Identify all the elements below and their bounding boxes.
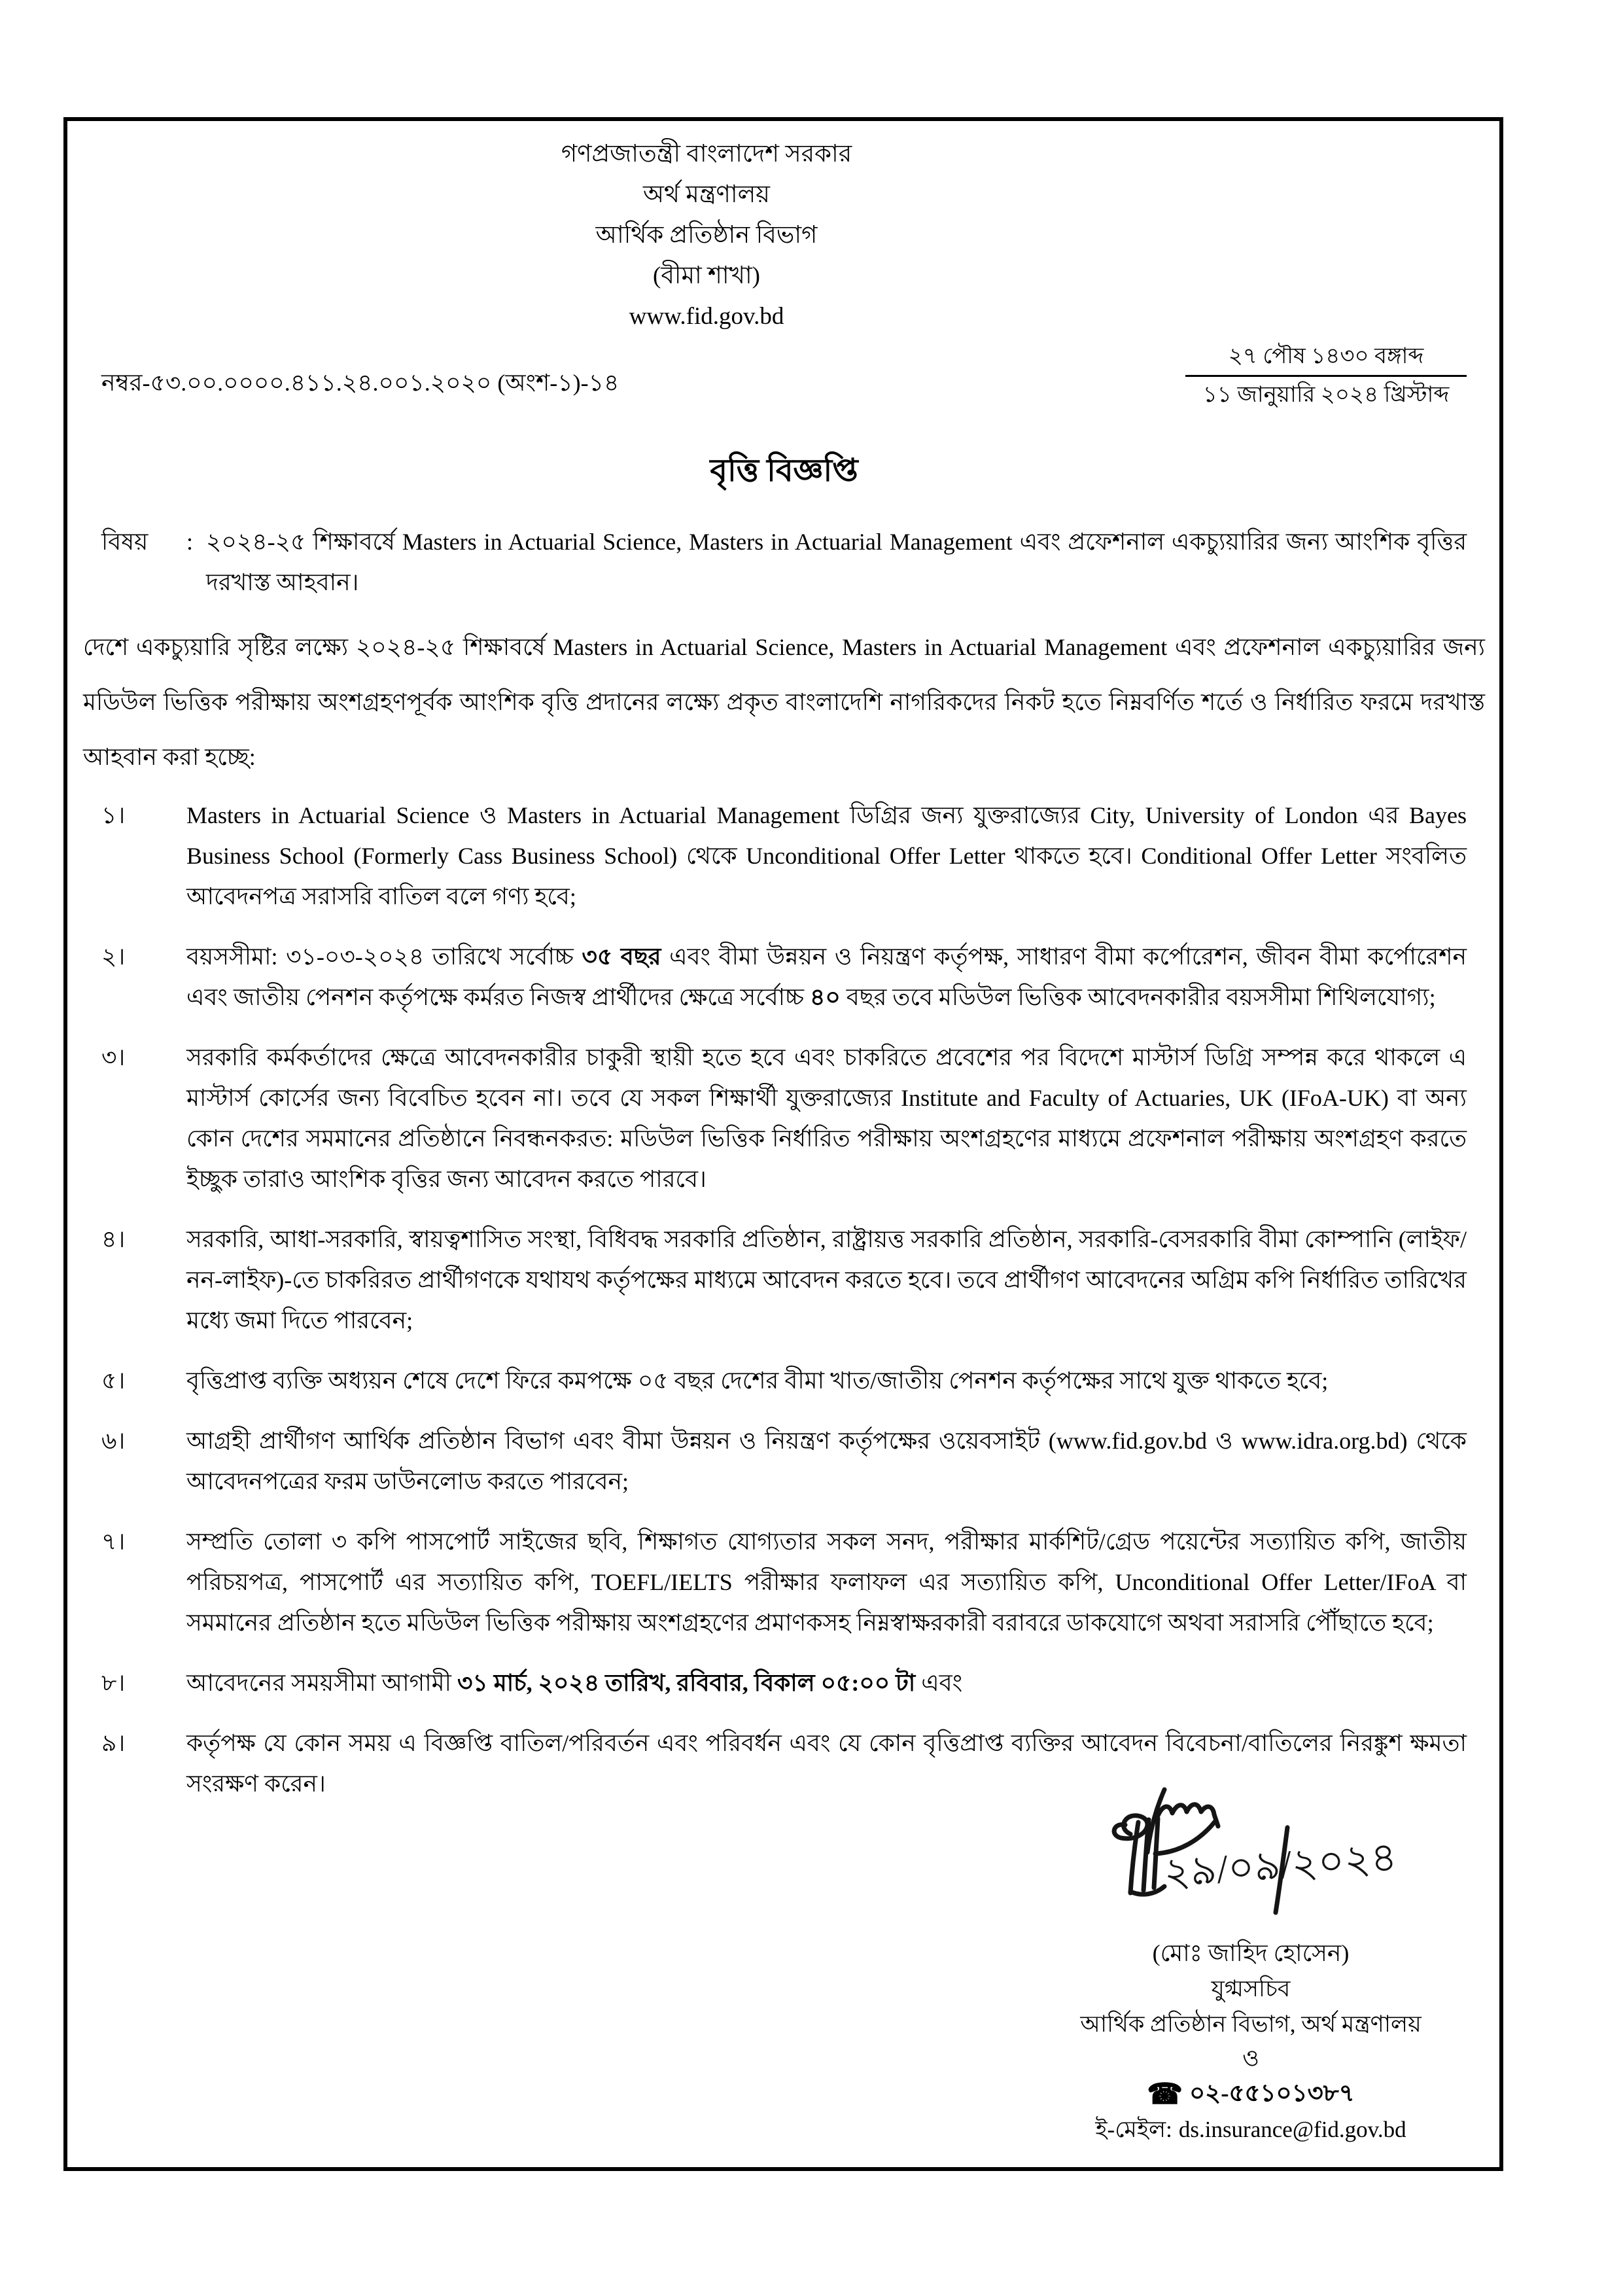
signature-name: (মোঃ জাহিদ হোসেন) (1152, 1940, 1350, 1966)
list-item (101, 1723, 1467, 1804)
item-number: ৩। (101, 1044, 126, 1070)
subject-colon: : (186, 529, 194, 555)
ministry-name: অর্থ মন্ত্রণালয় (643, 181, 770, 208)
signature-conjunction: ও (1242, 2045, 1259, 2071)
notice-border-box (63, 117, 1503, 2171)
item-number: ২। (101, 944, 126, 970)
item-number: ৫। (101, 1368, 126, 1394)
item-number: ৮। (101, 1670, 126, 1696)
memo-number: নম্বর-৫৩.০০.০০০০.৪১১.২৪.০০১.২০২০ (অংশ-১)-১৪ (101, 370, 620, 396)
list-item (101, 936, 1467, 1017)
subject-label: বিষয় (101, 529, 148, 555)
list-item (101, 795, 1467, 917)
list-item (101, 1521, 1467, 1643)
item-text: বয়সসীমা: ৩১-০৩-২০২৪ তারিখে সর্বোচ্চ ৩৫ বছর এবং বীমা উন্নয়ন ও নিয়ন্ত্রণ কর্তৃপক্ষ, সাধারণ বীমা কর্পোরেশন, জীবন বীমা কর্পোরেশন এবং জাতীয় পেনশন কর্তৃপক্ষে কর্মরত নিজস্ব প্রার্থীদের ক্ষেত্রে সর্বোচ্চ ৪০ বছর তবে মডিউল ভিত্তিক আবেদনকারীর বয়সসীমা শিথিলযোগ্য; (186, 944, 1467, 1010)
signature-handwritten-date: ২৯/০৯/২০২৪ (1162, 1835, 1399, 1896)
list-item (101, 1421, 1467, 1502)
conditions-list (101, 795, 1467, 1804)
item-text: সরকারি, আধা-সরকারি, স্বায়ত্বশাসিত সংস্থা, বিধিবদ্ধ সরকারি প্রতিষ্ঠান, রাষ্ট্রায়ত্ত সরকারি প্রতিষ্ঠান, সরকারি-বেসরকারি বীমা কোম্পানি (লাইফ/নন-লাইফ)-তে চাকরিরত প্রার্থীগণকে যথাযথ কর্তৃপক্ষের মাধ্যমে আবেদন করতে হবে। তবে প্রার্থীগণ আবেদনের অগ্রিম কপি নির্ধারিত তারিখের মধ্যে জমা দিতে পারবেন; (186, 1226, 1467, 1333)
date-block (1185, 340, 1467, 412)
item-text: আগ্রহী প্রার্থীগণ আর্থিক প্রতিষ্ঠান বিভাগ এবং বীমা উন্নয়ন ও নিয়ন্ত্রণ কর্তৃপক্ষের ওয়েবসাইট (www.fid.gov.bd ও www.idra.org.bd) থেকে আবেদনপত্রের ফরম ডাউনলোড করতে পারবেন; (186, 1428, 1467, 1494)
reference-row (101, 340, 1467, 412)
item-number: ৯। (101, 1730, 126, 1756)
list-item (101, 1360, 1467, 1401)
email-label: ই-মেইল: (1095, 2117, 1172, 2142)
item-text: Masters in Actuarial Science ও Masters in Actuarial Management ডিগ্রির জন্য যুক্তরাজ্যের City, University of London এর Bayes Business School (Formerly Cass Business School) থেকে Unconditional Offer Letter থাকতে হবে। Conditional Offer Letter সংবলিত আবেদনপত্র সরাসরি বাতিল বলে গণ্য হবে; (186, 802, 1467, 910)
subject-row (101, 521, 1467, 603)
signature-designation: যুগ্মসচিব (1211, 1976, 1291, 2002)
item-text: সম্প্রতি তোলা ৩ কপি পাসপোর্ট সাইজের ছবি, শিক্ষাগত যোগ্যতার সকল সনদ, পরীক্ষার মার্কশিট/গ্রেড পয়েন্টের সত্যায়িত কপি, জাতীয় পরিচয়পত্র, পাসপোর্ট এর সত্যায়িত কপি, TOEFL/IELTS পরীক্ষার ফলাফল এর সত্যায়িত কপি, Unconditional Offer Letter/IFoA বা সমমানের প্রতিষ্ঠান হতে মডিউল ভিত্তিক পরীক্ষায় অংশগ্রহণের প্রমাণকসহ নিম্নস্বাক্ষরকারী বরাবরে ডাকযোগে অথবা সরাসরি পৌঁছাতে হবে; (186, 1528, 1467, 1636)
item-text: কর্তৃপক্ষ যে কোন সময় এ বিজ্ঞপ্তি বাতিল/পরিবর্তন এবং পরিবর্ধন এবং যে কোন বৃত্তিপ্রাপ্ত ব্যক্তির আবেদন বিবেচনা/বাতিলের নিরঙ্কুশ ক্ষমতা সংরক্ষণ করেন। (186, 1730, 1467, 1797)
item-number: ১। (101, 802, 126, 828)
list-item (101, 1219, 1467, 1341)
intro-paragraph: দেশে একচ্যুয়ারি সৃষ্টির লক্ষ্যে ২০২৪-২৫ শিক্ষাবর্ষে Masters in Actuarial Science, Masters in Actuarial Management এবং প্রফেশনাল একচ্যুয়ারির জন্য মডিউল ভিত্তিক পরীক্ষায় অংশগ্রহণপূর্বক আংশিক বৃত্তি প্রদানের লক্ষ্যে প্রকৃত বাংলাদেশি নাগরিকদের নিকট হতে নিম্নবর্ণিত শর্তে ও নির্ধারিত ফরমে দরখাস্ত আহবান করা হচ্ছে: (83, 634, 1485, 770)
email-address: ds.insurance@fid.gov.bd (1178, 2117, 1406, 2142)
notice-title: বৃত্তি বিজ্ঞপ্তি (710, 453, 858, 488)
letterhead (101, 134, 1312, 337)
government-name: গণপ্রজাতন্ত্রী বাংলাদেশ সরকার (561, 141, 852, 168)
signature-image (1087, 1784, 1414, 1935)
division-name: আর্থিক প্রতিষ্ঠান বিভাগ (595, 222, 818, 249)
subject-text: ২০২৪-২৫ শিক্ষাবর্ষে Masters in Actuarial Science, Masters in Actuarial Management এবং প্রফেশনাল একচ্যুয়ারির জন্য আংশিক বৃত্তির দরখাস্ত আহবান। (206, 529, 1467, 595)
phone-number: ০২-৫৫১০১৩৮৭ (1189, 2080, 1355, 2107)
item-number: ৭। (101, 1528, 126, 1555)
item-text: আবেদনের সময়সীমা আগামী ৩১ মার্চ, ২০২৪ তারিখ, রবিবার, বিকাল ০৫:০০ টা এবং (186, 1670, 963, 1696)
item-text: সরকারি কর্মকর্তাদের ক্ষেত্রে আবেদনকারীর চাকুরী স্থায়ী হতে হবে এবং চাকরিতে প্রবেশের পর বিদেশে মাস্টার্স ডিগ্রি সম্পন্ন করে থাকলে এ মাস্টার্স কোর্সের জন্য বিবেচিত হবেন না। তবে যে সকল শিক্ষার্থী যুক্তরাজ্যের Institute and Faculty of Actuaries, UK (IFoA-UK) বা অন্য কোন দেশের সমমানের প্রতিষ্ঠানে নিবন্ধনকরত: মডিউল ভিত্তিক নির্ধারিত পরীক্ষায় অংশগ্রহণের মাধ্যমে প্রফেশনাল পরীক্ষায় অংশগ্রহণ করতে ইচ্ছুক তারাও আংশিক বৃত্তির জন্য আবেদন করতে পারবে। (186, 1044, 1467, 1192)
item-number: ৬। (101, 1428, 126, 1454)
email-line (1035, 2113, 1467, 2146)
list-item (101, 1037, 1467, 1199)
item-text: বৃত্তিপ্রাপ্ত ব্যক্তি অধ্যয়ন শেষে দেশে ফিরে কমপক্ষে ০৫ বছর দেশের বীমা খাত/জাতীয় পেনশন কর্তৃপক্ষের সাথে যুক্ত থাকতে হবে; (186, 1368, 1329, 1394)
gregorian-date: ১১ জানুয়ারি ২০২৪ খ্রিস্টাব্দ (1202, 383, 1450, 407)
telephone-icon: ☎ (1147, 2078, 1183, 2110)
bangla-date: ২৭ পৌষ ১৪৩০ বঙ্গাব্দ (1228, 344, 1424, 368)
signature-office: আর্থিক প্রতিষ্ঠান বিভাগ, অর্থ মন্ত্রণালয় (1080, 2011, 1422, 2037)
website-url: www.fid.gov.bd (629, 303, 784, 330)
date-divider (1185, 375, 1467, 377)
item-number: ৪। (101, 1226, 126, 1252)
signature-block (1035, 1784, 1467, 2146)
phone-line (1035, 2075, 1467, 2113)
list-item (101, 1663, 1467, 1703)
section-name: (বীমা শাখা) (653, 262, 760, 289)
